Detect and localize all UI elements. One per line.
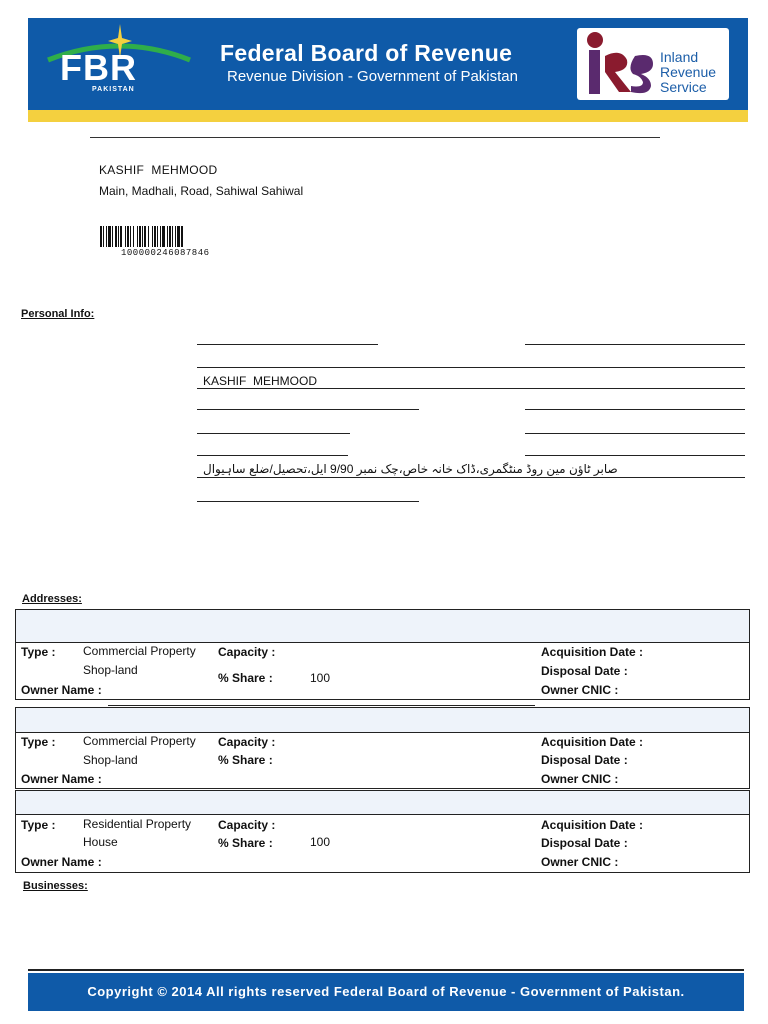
type-label: Type :	[21, 735, 56, 749]
type-label: Type :	[21, 645, 56, 659]
field-underline	[525, 409, 745, 410]
property-subtype: Shop-land	[83, 663, 138, 677]
barcode-bar	[103, 226, 104, 247]
barcode-bar	[137, 226, 138, 247]
share-label: % Share :	[218, 753, 273, 767]
barcode-bar	[169, 226, 171, 247]
disposal-date-label: Disposal Date :	[541, 664, 628, 678]
owner-name-label: Owner Name :	[21, 855, 102, 869]
field-underline	[197, 344, 378, 345]
barcode-bar	[175, 226, 176, 247]
addresses-heading: Addresses:	[22, 593, 82, 605]
share-value: 100	[310, 835, 331, 849]
property-subtype: Shop-land	[83, 753, 138, 767]
type-label: Type :	[21, 818, 56, 832]
property-card-header	[16, 610, 749, 643]
barcode-bar	[108, 226, 111, 247]
owner-cnic-label: Owner CNIC :	[541, 683, 619, 697]
irs-line-3: Service	[660, 79, 707, 95]
barcode-bar	[100, 226, 102, 247]
acquisition-date-label: Acquisition Date :	[541, 818, 644, 832]
field-underline	[525, 344, 745, 345]
personal-info-heading: Personal Info:	[21, 308, 95, 320]
share-label: % Share :	[218, 836, 273, 850]
fbr-logo-subtext: PAKISTAN	[92, 86, 135, 93]
barcode-bar	[144, 226, 146, 247]
header-title: Federal Board of Revenue	[220, 40, 513, 66]
property-card-header	[16, 708, 749, 733]
owner-name-label: Owner Name :	[21, 772, 102, 786]
field-underline	[197, 477, 745, 478]
barcode-bar	[130, 226, 131, 247]
disposal-date-label: Disposal Date :	[541, 753, 628, 767]
field-underline	[197, 388, 745, 389]
share-value: 100	[310, 671, 331, 685]
irs-line-1: Inland	[660, 49, 699, 65]
barcode-bar	[127, 226, 129, 247]
capacity-label: Capacity :	[218, 735, 276, 749]
field-underline	[525, 433, 745, 434]
barcode-bar	[125, 226, 126, 247]
irs-logo-icon	[581, 30, 657, 98]
businesses-heading: Businesses:	[23, 880, 88, 892]
barcode-bar	[172, 226, 173, 247]
owner-cnic-label: Owner CNIC :	[541, 772, 619, 786]
share-label: % Share :	[218, 671, 273, 685]
irs-logo-text	[660, 50, 716, 95]
field-underline	[197, 501, 419, 502]
barcode-bar	[177, 226, 180, 247]
field-underline	[197, 455, 348, 456]
barcode-bar	[118, 226, 119, 247]
footer-divider	[28, 969, 744, 971]
barcode-bar	[154, 226, 156, 247]
irs-line-2: Revenue	[660, 64, 717, 80]
header-stripe	[28, 110, 748, 122]
owner-cnic-label: Owner CNIC :	[541, 855, 619, 869]
barcode-bar	[181, 226, 183, 247]
barcode-bar	[142, 226, 143, 247]
acquisition-date-label: Acquisition Date :	[541, 735, 644, 749]
header-subtitle: Revenue Division - Government of Pakistan	[227, 68, 518, 85]
field-underline	[197, 433, 350, 434]
barcode-bar	[120, 226, 122, 247]
barcode-bar	[115, 226, 117, 247]
owner-name-label: Owner Name :	[21, 683, 102, 697]
field-underline	[108, 705, 535, 706]
barcode-bar	[167, 226, 168, 247]
barcode-number: 100000246087846	[121, 248, 210, 258]
property-type: Residential Property	[83, 817, 192, 831]
barcode-bar	[160, 226, 161, 247]
barcode-bar	[133, 226, 134, 247]
footer-copyright: Copyright © 2014 All rights reserved Federal Board of Revenue - Government of Pakistan.	[87, 984, 685, 999]
personal-name-value: KASHIF MEHMOOD	[203, 374, 318, 388]
property-type: Commercial Property	[83, 644, 196, 658]
property-type: Commercial Property	[83, 734, 196, 748]
personal-address-urdu: صابر ٹاؤن مین روڈ منٹگمری،ڈاک خانہ خاص،چک نمبر 9/90 ایل،تحصیل/ضلع ساہیوال	[203, 462, 618, 476]
property-subtype: House	[83, 835, 118, 849]
acquisition-date-label: Acquisition Date :	[541, 645, 644, 659]
property-card-header	[16, 791, 749, 815]
field-underline	[525, 455, 745, 456]
barcode-bar	[157, 226, 158, 247]
barcode-bar	[152, 226, 153, 247]
recipient-address: Main, Madhali, Road, Sahiwal Sahiwal	[99, 184, 304, 198]
field-underline	[197, 409, 419, 410]
barcode-bar	[106, 226, 107, 247]
barcode-bar	[148, 226, 149, 247]
barcode	[100, 226, 241, 247]
barcode-bar	[139, 226, 141, 247]
disposal-date-label: Disposal Date :	[541, 836, 628, 850]
barcode-bar	[112, 226, 113, 247]
recipient-name: KASHIF MEHMOOD	[99, 163, 218, 177]
barcode-bar	[162, 226, 165, 247]
capacity-label: Capacity :	[218, 645, 276, 659]
fbr-logo-text: FBR	[60, 47, 137, 88]
divider	[90, 137, 660, 138]
capacity-label: Capacity :	[218, 818, 276, 832]
field-underline	[197, 367, 745, 368]
